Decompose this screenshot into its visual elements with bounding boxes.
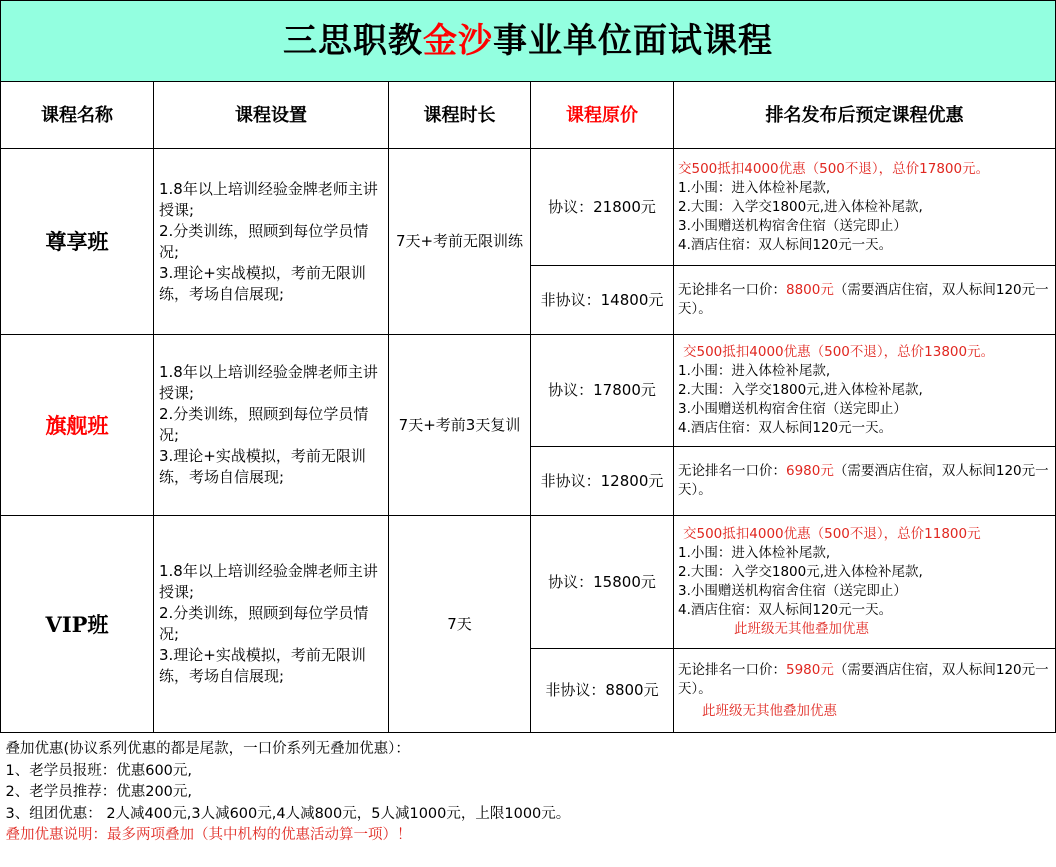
offer-suffix: （需要酒店住宿，双人标间120元一天）。 xyxy=(678,282,1049,317)
header-row xyxy=(1,82,1056,149)
offer-note: 此班级无其他叠加优惠 xyxy=(702,702,837,719)
footer-note: 叠加优惠说明：最多两项叠加（其中机构的优惠活动算一项）！ xyxy=(5,827,412,843)
footer-line: 3、组团优惠： 2人减400元,3人减600元,4人减800元，5人减1000元，上限1000元。 xyxy=(5,805,571,822)
title-part2: 事业单位面试课程 xyxy=(493,20,774,61)
course-name: 旗舰班 xyxy=(1,335,154,516)
offer-price: 8800元 xyxy=(786,282,834,298)
non-agreement-price: 非协议：8800元 xyxy=(531,649,674,733)
footer-line: 叠加优惠(协议系列优惠的都是尾款，一口价系列无叠加优惠）： xyxy=(5,741,410,757)
footer-line: 2、老学员推荐：优惠200元, xyxy=(5,784,193,800)
agreement-price: 协议：21800元 xyxy=(531,149,674,266)
offer-line: 3.小围赠送机构宿舍住宿（送完即止） xyxy=(678,583,907,599)
page-title xyxy=(1,1,1056,82)
header-course-setting: 课程设置 xyxy=(154,82,389,149)
course-duration: 7天 xyxy=(389,516,531,733)
offer-line: 3.小围赠送机构宿舍住宿（送完即止） xyxy=(678,401,907,417)
agreement-offer xyxy=(674,516,1056,649)
header-offer: 排名发布后预定课程优惠 xyxy=(674,82,1056,149)
offer-price: 5980元 xyxy=(786,661,834,678)
setting-line: 3.理论+实战模拟，考前无限训练，考场自信展现; xyxy=(159,263,366,303)
course-duration: 7天+考前无限训练 xyxy=(389,149,531,335)
agreement-offer xyxy=(674,335,1056,447)
setting-line: 1.8年以上培训经验金牌老师主讲授课; xyxy=(159,179,378,219)
setting-line: 3.理论+实战模拟，考前无限训练，考场自信展现; xyxy=(159,447,366,486)
setting-line: 2.分类训练，照顾到每位学员情况; xyxy=(159,221,369,261)
course-setting xyxy=(154,516,389,733)
offer-line: 4.酒店住宿：双人标间120元一天。 xyxy=(678,420,893,436)
setting-line: 1.8年以上培训经验金牌老师主讲授课; xyxy=(159,363,378,402)
offer-headline: 交500抵扣4000优惠（500不退），总价13800元。 xyxy=(683,344,995,360)
offer-line: 3.小围赠送机构宿舍住宿（送完即止） xyxy=(678,217,907,234)
title-highlight: 金沙 xyxy=(423,20,494,61)
offer-price: 6980元 xyxy=(786,463,834,479)
offer-prefix: 无论排名一口价： xyxy=(678,463,786,479)
offer-line: 4.酒店住宿：双人标间120元一天。 xyxy=(678,602,893,618)
stacking-discount-notes xyxy=(1,733,1056,853)
header-course-name: 课程名称 xyxy=(1,82,154,149)
course-name: VIP班 xyxy=(1,516,154,733)
setting-line: 3.理论+实战模拟，考前无限训练，考场自信展现; xyxy=(159,646,366,685)
agreement-price: 协议：17800元 xyxy=(531,335,674,447)
offer-suffix: （需要酒店住宿，双人标间120元一天）。 xyxy=(678,661,1049,697)
offer-line: 1.小围：进入体检补尾款, xyxy=(678,545,831,561)
non-agreement-price: 非协议：12800元 xyxy=(531,447,674,516)
offer-headline: 交500抵扣4000优惠（500不退），总价17800元。 xyxy=(678,160,990,177)
offer-line: 2.大围：入学交1800元,进入体检补尾款, xyxy=(678,198,923,215)
offer-line: 2.大围：入学交1800元,进入体检补尾款, xyxy=(678,564,923,580)
course-name: 尊享班 xyxy=(1,149,154,335)
offer-note: 此班级无其他叠加优惠 xyxy=(734,621,869,637)
header-original-price: 课程原价 xyxy=(531,82,674,149)
setting-line: 1.8年以上培训经验金牌老师主讲授课; xyxy=(159,562,378,601)
agreement-offer xyxy=(674,149,1056,266)
course-setting xyxy=(154,149,389,335)
course-duration: 7天+考前3天复训 xyxy=(389,335,531,516)
offer-prefix: 无论排名一口价： xyxy=(678,282,786,298)
setting-line: 2.分类训练，照顾到每位学员情况; xyxy=(159,405,369,444)
non-agreement-offer xyxy=(674,649,1056,733)
non-agreement-offer xyxy=(674,266,1056,335)
offer-headline: 交500抵扣4000优惠（500不退），总价11800元 xyxy=(683,526,981,542)
offer-line: 1.小围：进入体检补尾款, xyxy=(678,179,831,196)
agreement-price: 协议：15800元 xyxy=(531,516,674,649)
offer-line: 4.酒店住宿：双人标间120元一天。 xyxy=(678,236,893,253)
footer-line: 1、老学员报班：优惠600元, xyxy=(5,762,193,779)
offer-prefix: 无论排名一口价： xyxy=(678,661,786,678)
header-course-duration: 课程时长 xyxy=(389,82,531,149)
setting-line: 2.分类训练，照顾到每位学员情况; xyxy=(159,604,369,643)
offer-line: 1.小围：进入体检补尾款, xyxy=(678,363,831,379)
non-agreement-offer xyxy=(674,447,1056,516)
non-agreement-price: 非协议：14800元 xyxy=(531,266,674,335)
course-setting xyxy=(154,335,389,516)
title-part1: 三思职教 xyxy=(283,20,424,61)
offer-suffix: （需要酒店住宿，双人标间120元一天）。 xyxy=(678,463,1049,498)
offer-line: 2.大围：入学交1800元,进入体检补尾款, xyxy=(678,382,923,398)
